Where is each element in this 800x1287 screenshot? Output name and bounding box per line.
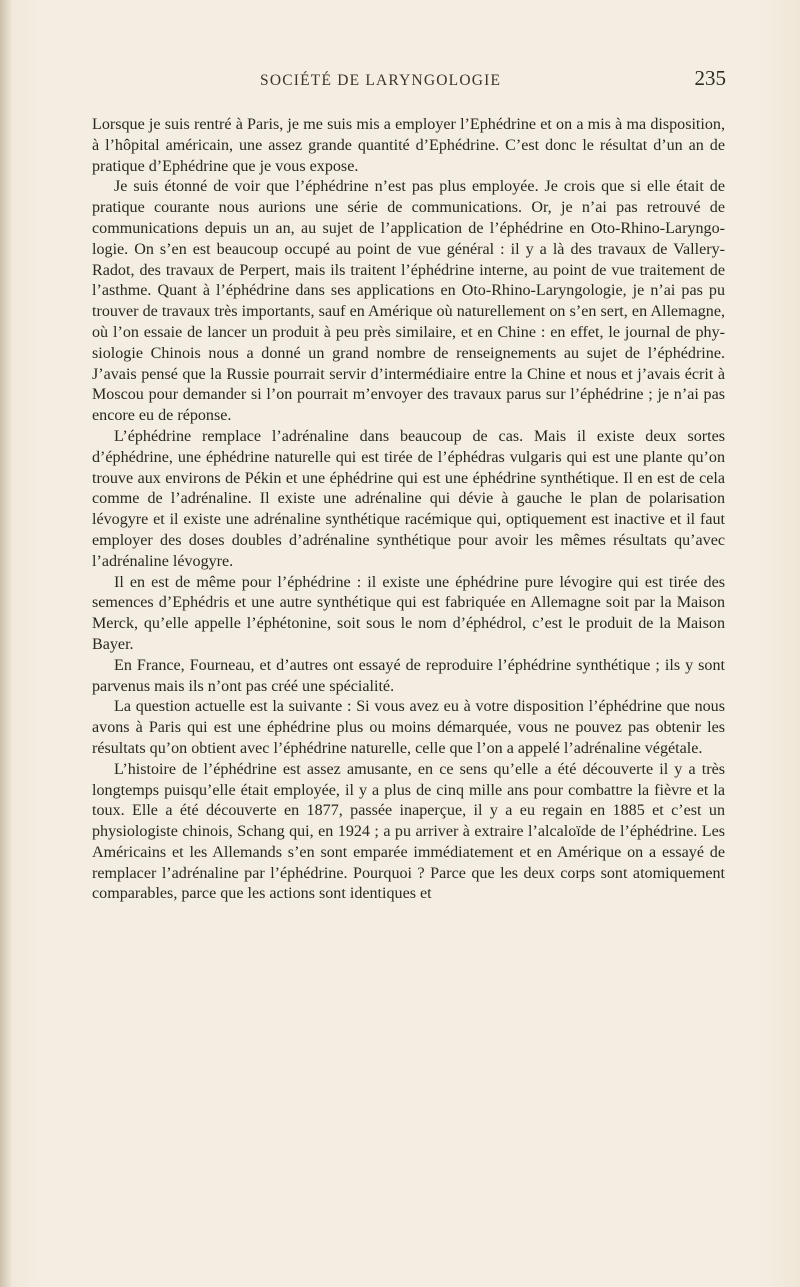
gutter-shadow [0, 0, 12, 1287]
paragraph-3: L’éphédrine remplace l’adrénaline dans beaucoup de cas. Mais il existe deux sortes d’éphédrine, une éphédrine naturelle qui est tirée de l’éphédras vulgaris qui est une plante qu’on trouve aux environs de Pékin et une éphédrine qui est une éphédrine synthétique. Il en est de cela comme de l’adrénaline. Il existe une adrénaline qui dévie à gauche le plan de polarisation lévogyre et il existe une adrénaline synthétique racémique qui, optiquement est inactive et il faut employer des doses doubles d’adrénaline synthétique pour avoir les mêmes résultats qu’avec l’adrénaline lévogyre. [92, 427, 725, 570]
running-head: SOCIÉTÉ DE LARYNGOLOGIE [260, 72, 502, 89]
paragraph-2: Je suis étonné de voir que l’éphédrine n’est pas plus employée. Je crois que si elle était de pratique courante nous aurions une série de communications. Or, je n’ai pas retrouvé de communications depuis un an, au sujet de l’application de l’éphédrine en Oto-Rhino-Laryngologie. On s’en est beaucoup occupé au point de vue général : il y a là des travaux de Vallery-Radot, des travaux de Perpert, mais ils traitent l’éphédrine interne, au point de vue traitement de l’asthme. Quant à l’éphédrine dans ses applications en Oto-Rhino-Laryngologie, je n’ai pas pu trouver de travaux très importants, sauf en Amérique où naturellement on s’en sert, en Allemagne, où l’on essaie de lancer un produit à peu près similaire, et en Chine : en effet, le journal de physiologie Chinois nous a donné un grand nombre de renseignements au sujet de l’éphédrine. J’avais pensé que la Russie pourrait servir d’intermédiaire entre la Chine et nous et j’avais écrit à Moscou pour demander si l’on pourrait m’envoyer des travaux parus sur l’éphédrine ; je n’ai pas encore eu de réponse. [92, 178, 725, 425]
page-header [90, 66, 726, 96]
paragraph-4: Il en est de même pour l’éphédrine : il existe une éphédrine pure lévogire qui est tirée des semences d’Ephédris et une autre synthétique qui est fabriquée en Allemagne soit par la Maison Merck, qu’elle appelle l’éphétonine, soit sous le nom d’éphédrol, c’est le produit de la Maison Bayer. [92, 573, 725, 653]
paragraph-6: La question actuelle est la suivante : Si vous avez eu à votre disposition l’éphédrine que nous avons à Paris qui est une éphédrine plus ou moins démarquée, vous ne pouvez pas obtenir les résultats qu’on obtient avec l’éphédrine naturelle, celle que l’on a appelé l’adrénaline végétale. [92, 698, 725, 757]
paragraph-7: L’histoire de l’éphédrine est assez amusante, en ce sens qu’elle a été découverte il y a très longtemps puisqu’elle était employée, il y a plus de cinq mille ans pour combattre la fièvre et la toux. Elle a été découverte en 1877, passée inaperçue, il y a eu regain en 1885 et c’est un physiologiste chinois, Schang qui, en 1924 ; a pu arriver à extraire l’alcaloïde de l’éphédrine. Les Américains et les Allemands s’en sont emparée immédiatement et en Amérique on a essayé de remplacer l’adrénaline par l’éphédrine. Pourquoi ? Parce que les deux corps sont atomiquement comparables, parce que les actions sont identiques et [92, 760, 725, 903]
body-text [92, 115, 725, 905]
paragraph-1: Lorsque je suis rentré à Paris, je me suis mis a employer l’Ephédrine et on a mis à ma disposition, à l’hôpital américain, une assez grande quantité d’Ephédrine. C’est donc le résultat d’un an de pratique d’Ephédrine que je vous expose. [92, 116, 725, 175]
paragraph-5: En France, Fourneau, et d’autres ont essayé de reproduire l’éphédrine synthétique ; ils y sont parvenus mais ils n’ont pas créé une spécialité. [92, 656, 725, 695]
page-number: 235 [694, 66, 726, 90]
